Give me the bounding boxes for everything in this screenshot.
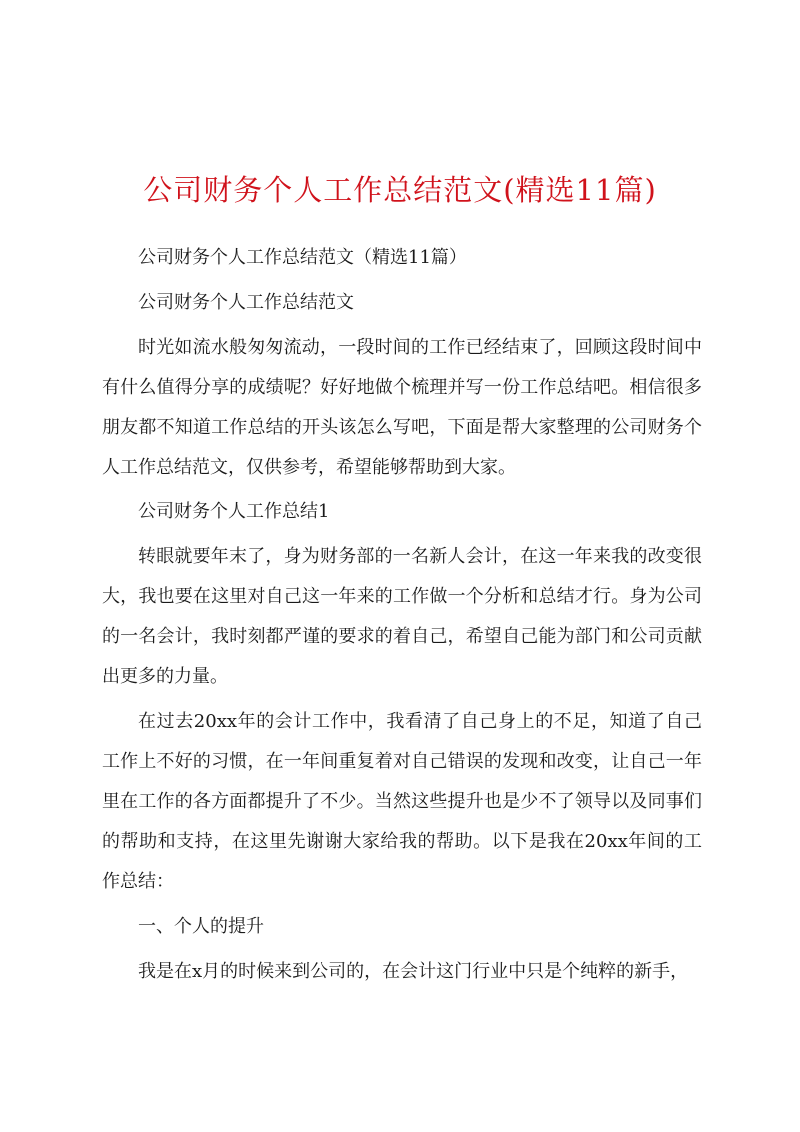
document-title: 公司财务个人工作总结范文(精选11篇)	[143, 173, 657, 207]
body-paragraph: 转眼就要年末了，身为财务部的一名新人会计，在这一年来我的改变很大，我也要在这里对自己这一年来的工作做一个分析和总结才行。身为公司的一名会计，我时刻都严谨的要求的着自己，希望自己能为部门和公司贡献出更多的力量。	[102, 546, 702, 688]
document-body	[102, 238, 702, 996]
section-heading: 公司财务个人工作总结范文	[138, 291, 354, 313]
subsection-heading: 一、个人的提升	[138, 915, 264, 937]
summary-heading: 公司财务个人工作总结1	[138, 501, 330, 523]
intro-paragraph: 时光如流水般匆匆流动，一段时间的工作已经结束了，回顾这段时间中有什么值得分享的成绩呢？好好地做个梳理并写一份工作总结吧。相信很多朋友都不知道工作总结的开头该怎么写吧，下面是帮大家整理的公司财务个人工作总结范文，仅供参考，希望能够帮助到大家。	[102, 336, 702, 478]
body-paragraph: 我是在x月的时候来到公司的，在会计这门行业中只是个纯粹的新手，	[138, 960, 689, 982]
subtitle-paragraph: 公司财务个人工作总结范文（精选11篇）	[138, 247, 467, 268]
body-paragraph: 在过去20xx年的会计工作中，我看清了自己身上的不足，知道了自己工作上不好的习惯，在一年间重复着对自己错误的发现和改变，让自己一年里在工作的各方面都提升了不少。当然这些提升也是少不了领导以及同事们的帮助和支持，在这里先谢谢大家给我的帮助。以下是我在20xx年间的工作总结：	[102, 710, 702, 892]
